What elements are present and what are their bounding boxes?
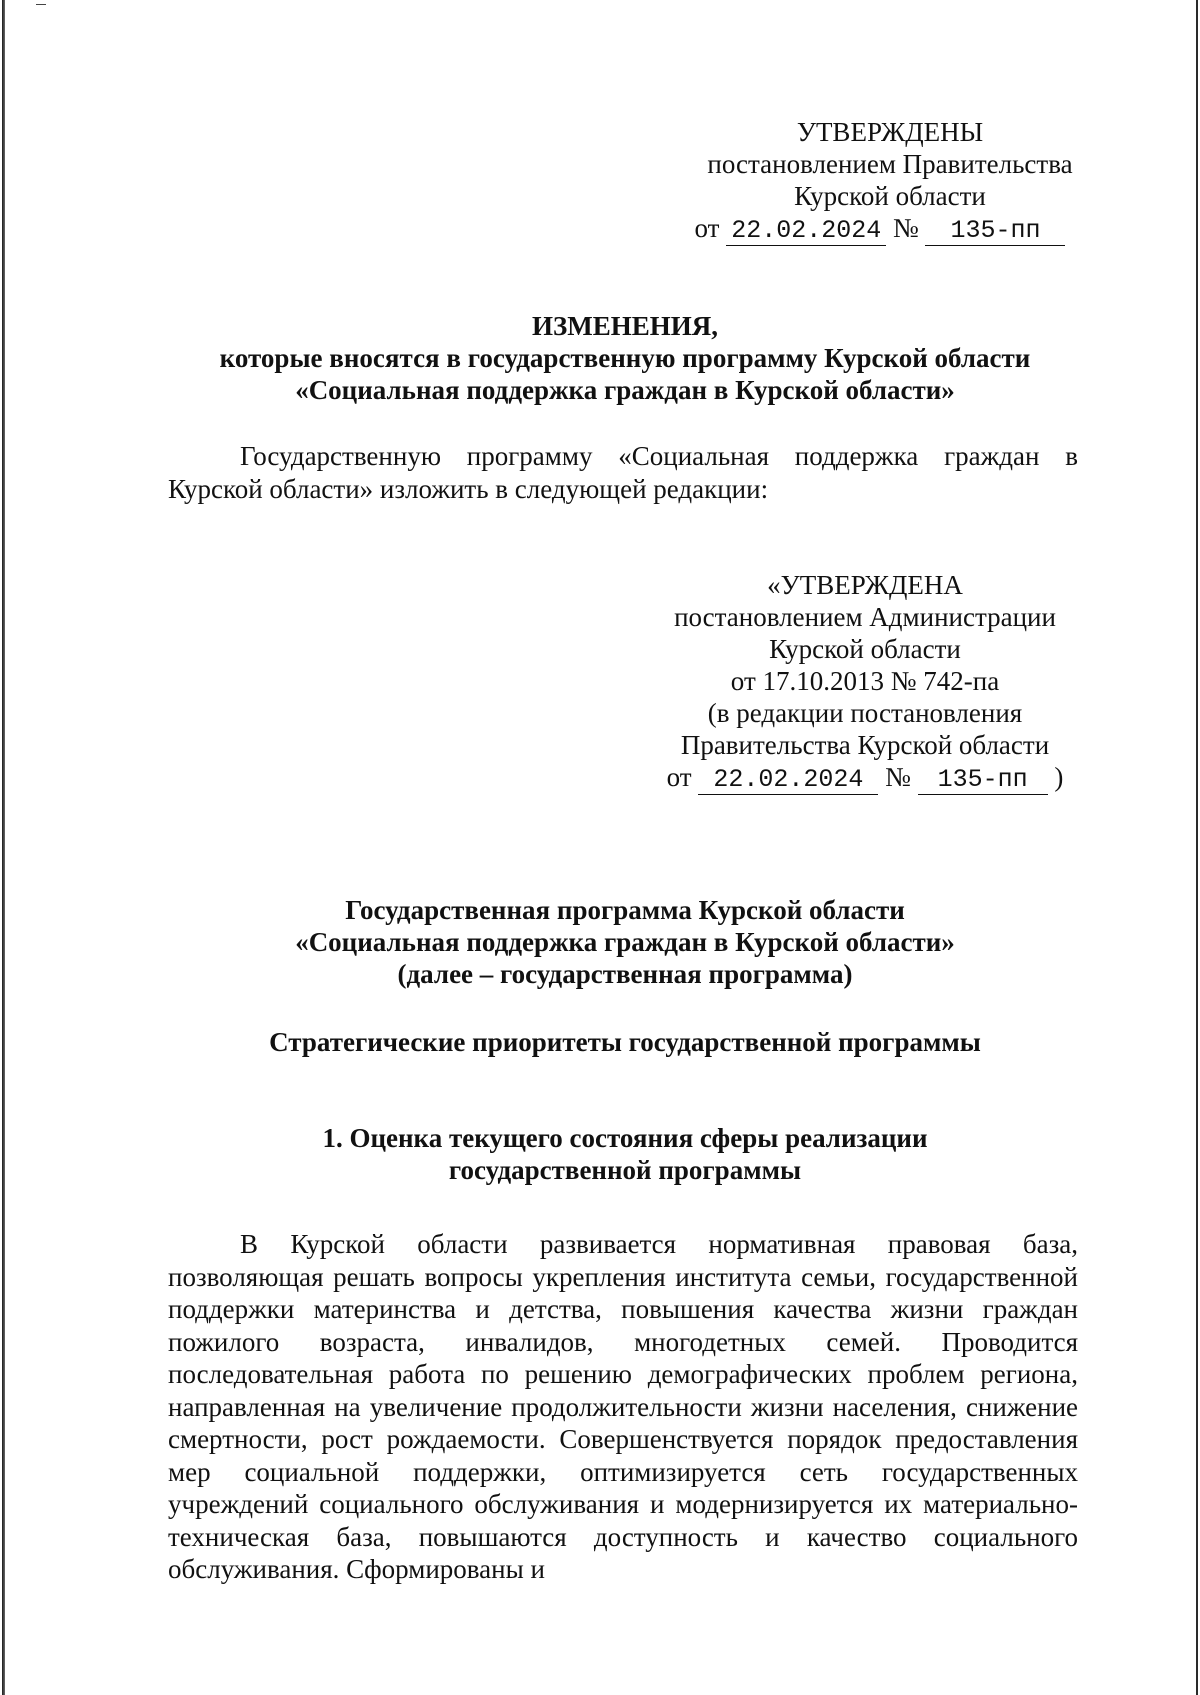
inner-approval-closing: ) (1054, 762, 1064, 792)
inner-approval-original-date: от 17.10.2013 № 742-па (730, 666, 1000, 696)
scan-edge-right (1196, 0, 1198, 1695)
inner-approval-date-prefix: от (666, 762, 692, 792)
inner-approval-date-line (650, 761, 1080, 795)
section-1-title-line-1: 1. Оценка текущего состояния сферы реализации (322, 1123, 928, 1153)
inner-approval-revision: (в редакции постановления (707, 698, 1023, 728)
approval-authority: постановлением Правительства (707, 149, 1073, 179)
approval-block-inner (650, 569, 1080, 795)
inner-approval-number: 135-пп (918, 766, 1048, 795)
approval-date: 22.02.2024 (726, 217, 886, 246)
approval-number: 135-пп (925, 217, 1065, 246)
program-heading (160, 894, 1090, 990)
program-title-line-2: «Социальная поддержка граждан в Курской области» (295, 927, 955, 957)
inner-approval-authority: постановлением Администрации (674, 602, 1056, 632)
intro-paragraph: Государственную программу «Социальная поддержка граждан в Курской области» изложить в следующей редакции: (168, 441, 1078, 504)
priorities-heading: Стратегические приоритеты государственной программы (269, 1027, 981, 1057)
body-paragraph: В Курской области развивается нормативная правовая база, позволяющая решать вопросы укрепления института семьи, государственной поддержки материнства и детства, повышения качества жизни граждан пожилого возраста, инвалидов, многодетных семей. Проводится последовательная работа по решению демографических проблем региона, направленная на увеличение продолжительности жизни населения, снижение смертности, рост рождаемости. Совершенствуется порядок предоставления мер социальной поддержки, оптимизируется сеть государственных учреждений социального обслуживания и модернизируется их материально-техническая база, повышаются доступность и качество социального обслуживания. Сформированы и (168, 1229, 1078, 1584)
changes-subtitle-1: которые вносятся в государственную программу Курской области (219, 343, 1031, 373)
changes-heading (160, 310, 1090, 406)
changes-title: ИЗМЕНЕНИЯ, (531, 311, 718, 341)
approval-number-sign: № (892, 213, 919, 243)
section-1-title-line-2: государственной программы (448, 1155, 802, 1185)
approval-region: Курской области (794, 181, 986, 211)
program-title-line-1: Государственная программа Курской области (345, 895, 905, 925)
section-1-heading (160, 1122, 1090, 1186)
inner-approval-number-sign: № (885, 762, 911, 792)
scan-edge-left (2, 0, 5, 1695)
inner-approval-revision-authority: Правительства Курской области (680, 730, 1050, 760)
inner-approval-status: «УТВЕРЖДЕНА (767, 570, 963, 600)
program-title-line-3: (далее – государственная программа) (397, 959, 853, 989)
approval-status: УТВЕРЖДЕНЫ (796, 117, 984, 147)
scan-mark (36, 4, 46, 5)
inner-approval-region: Курской области (769, 634, 961, 664)
approval-date-line (670, 212, 1090, 246)
approval-date-prefix: от (694, 213, 720, 243)
changes-subtitle-2: «Социальная поддержка граждан в Курской области» (295, 375, 955, 405)
approval-block-top (690, 116, 1090, 246)
inner-approval-date: 22.02.2024 (698, 766, 878, 795)
